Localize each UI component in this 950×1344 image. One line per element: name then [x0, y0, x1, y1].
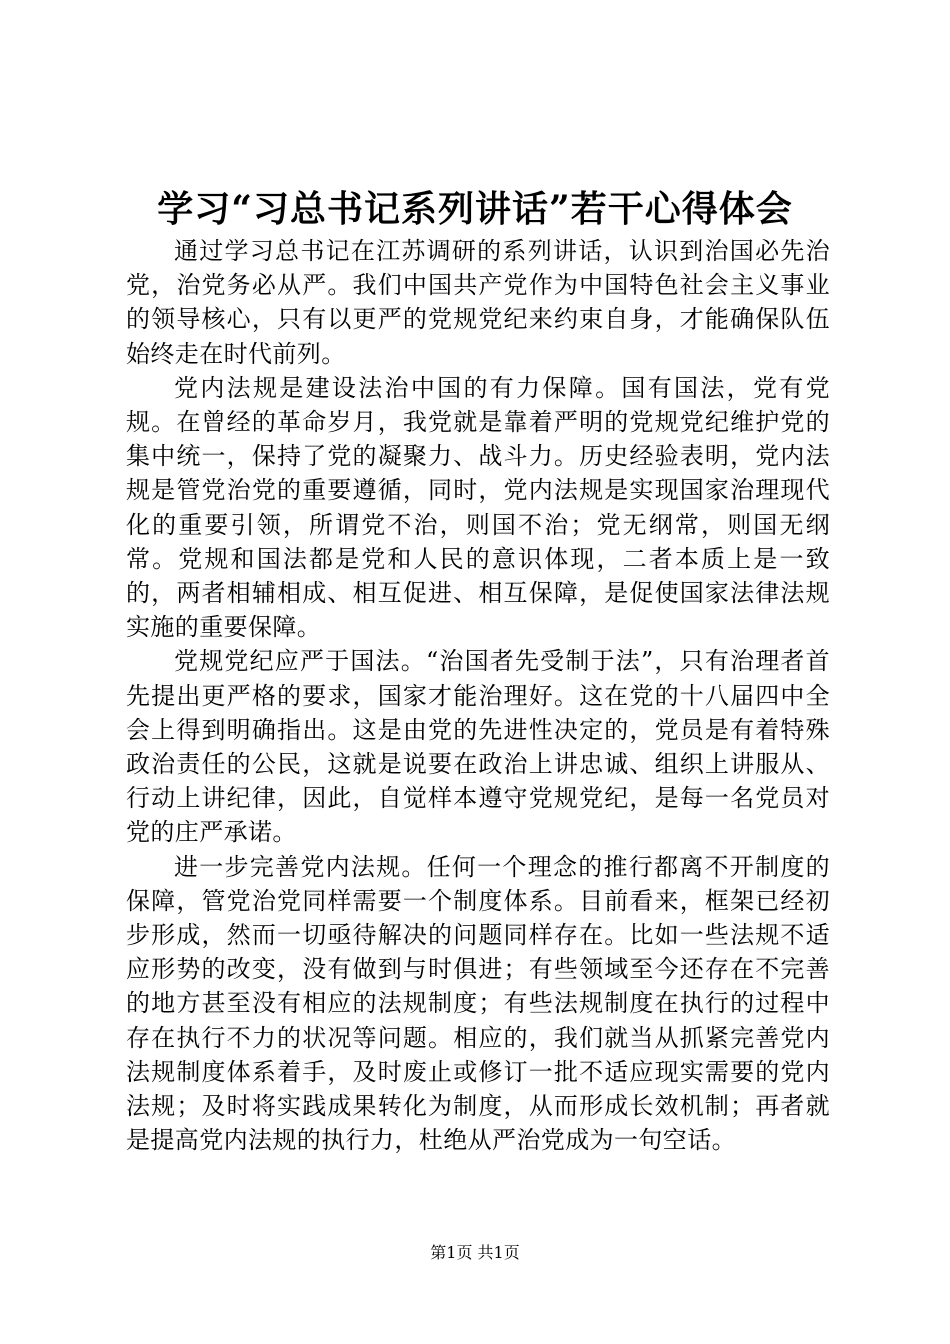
page-footer: 第1页 共1页: [430, 1243, 520, 1262]
document-body: [126, 234, 830, 1157]
paragraph-4: 进一步完善党内法规。任何一个理念的推行都离不开制度的保障，管党治党同样需要一个制度体系。目前看来，框架已经初步形成，然而一切亟待解决的问题同样存在。比如一些法规不适应形势的改变，没有做到与时俱进；有些领域至今还存在不完善的地方甚至没有相应的法规制度；有些法规制度在执行的过程中存在执行不力的状况等问题。相应的，我们就当从抓紧完善党内法规制度体系着手，及时废止或修订一批不适应现实需要的党内法规；及时将实践成果转化为制度，从而形成长效机制；再者就是提高党内法规的执行力，杜绝从严治党成为一句空话。: [126, 852, 830, 1155]
paragraph-2: 党内法规是建设法治中国的有力保障。国有国法，党有党规。在曾经的革命岁月，我党就是靠着严明的党规党纪维护党的集中统一，保持了党的凝聚力、战斗力。历史经验表明，党内法规是管党治党的重要遵循，同时，党内法规是实现国家治理现代化的重要引领，所谓党不治，则国不治；党无纲常，则国无纲常。党规和国法都是党和人民的意识体现，二者本质上是一致的，两者相辅相成、相互促进、相互保障，是促使国家法律法规实施的重要保障。: [126, 373, 830, 642]
paragraph-3: 党规党纪应严于国法。“治国者先受制于法”，只有治理者首先提出更严格的要求，国家才能治理好。这在党的十八届四中全会上得到明确指出。这是由党的先进性决定的，党员是有着特殊政治责任的公民，这就是说要在政治上讲忠诚、组织上讲服从、行动上讲纪律，因此，自觉样本遵守党规党纪，是每一名党员对党的庄严承诺。: [126, 647, 830, 847]
paragraph-1: 通过学习总书记在江苏调研的系列讲话，认识到治国必先治党，治党务必从严。我们中国共产党作为中国特色社会主义事业的领导核心，只有以更严的党规党纪来约束自身，才能确保队伍始终走在时代前列。: [126, 237, 830, 368]
document-title: 学习“习总书记系列讲话”若干心得体会: [157, 188, 793, 230]
